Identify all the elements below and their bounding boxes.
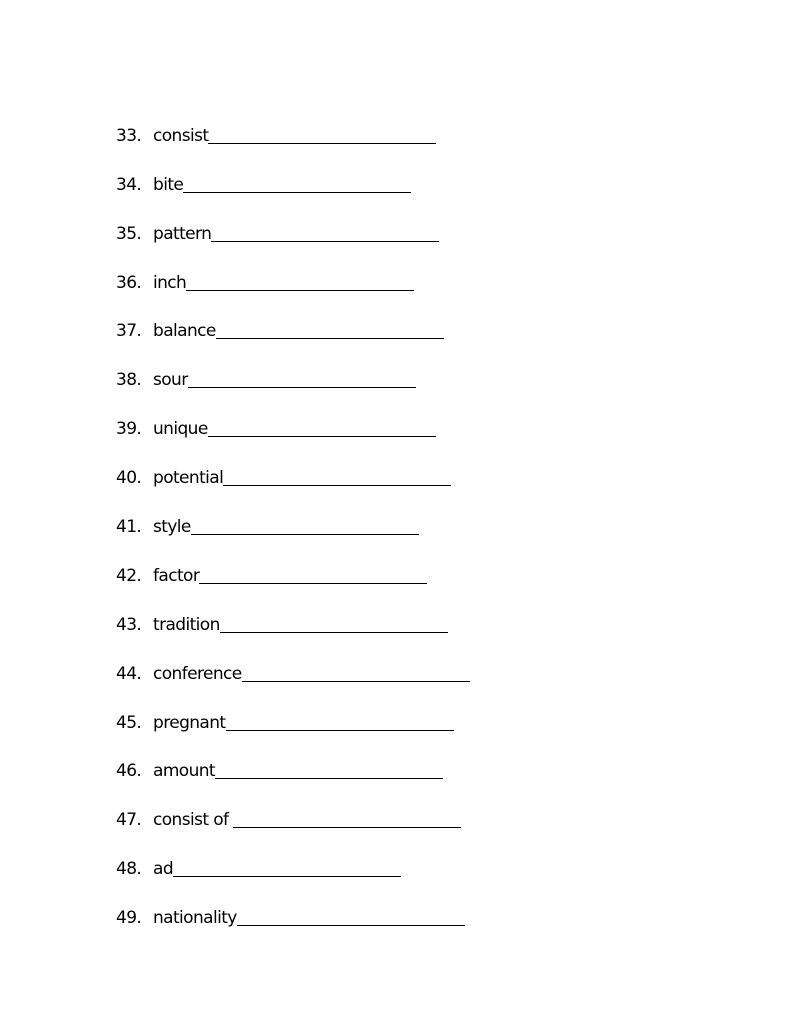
list-item — [116, 879, 470, 928]
answer-blank[interactable] — [215, 777, 443, 779]
list-item — [116, 830, 470, 879]
item-number: 34. — [116, 174, 142, 195]
item-word: style — [153, 517, 191, 538]
list-item — [116, 390, 470, 439]
item-number: 38. — [116, 370, 142, 391]
item-number: 36. — [116, 272, 142, 293]
item-number: 44. — [116, 663, 142, 684]
answer-blank[interactable] — [208, 435, 436, 437]
item-number: 33. — [116, 125, 142, 146]
item-word: unique — [153, 419, 208, 440]
item-word: conference — [153, 663, 242, 684]
answer-blank[interactable] — [226, 729, 454, 731]
item-word: consist of — [153, 810, 229, 831]
list-item — [116, 537, 470, 586]
item-word: nationality — [153, 908, 237, 929]
item-number: 41. — [116, 517, 142, 538]
item-number: 46. — [116, 761, 142, 782]
list-item — [116, 781, 470, 830]
item-word: inch — [153, 272, 187, 293]
item-number: 49. — [116, 908, 142, 929]
item-word: amount — [153, 761, 215, 782]
list-item — [116, 439, 470, 488]
item-word: tradition — [153, 614, 220, 635]
answer-blank[interactable] — [233, 826, 461, 828]
item-number: 39. — [116, 419, 142, 440]
item-number: 47. — [116, 810, 142, 831]
list-item — [116, 341, 470, 390]
answer-blank[interactable] — [183, 191, 411, 193]
item-number: 37. — [116, 321, 142, 342]
answer-blank[interactable] — [208, 142, 436, 144]
answer-blank[interactable] — [242, 680, 470, 682]
vocabulary-list — [116, 97, 470, 928]
item-word: ad — [153, 859, 174, 880]
list-item — [116, 733, 470, 782]
item-number: 35. — [116, 223, 142, 244]
item-word: pattern — [153, 223, 212, 244]
list-item — [116, 586, 470, 635]
list-item — [116, 195, 470, 244]
item-number: 40. — [116, 468, 142, 489]
list-item — [116, 684, 470, 733]
answer-blank[interactable] — [188, 386, 416, 388]
answer-blank[interactable] — [199, 582, 427, 584]
item-word: pregnant — [153, 712, 226, 733]
item-word: consist — [153, 125, 209, 146]
item-word: factor — [153, 565, 200, 586]
answer-blank[interactable] — [186, 289, 414, 291]
item-number: 43. — [116, 614, 142, 635]
list-item — [116, 293, 470, 342]
answer-blank[interactable] — [220, 631, 448, 633]
answer-blank[interactable] — [173, 875, 401, 877]
answer-blank[interactable] — [223, 484, 451, 486]
item-number: 42. — [116, 565, 142, 586]
answer-blank[interactable] — [216, 337, 444, 339]
list-item — [116, 488, 470, 537]
item-number: 48. — [116, 859, 142, 880]
item-word: potential — [153, 468, 224, 489]
list-item — [116, 146, 470, 195]
item-number: 45. — [116, 712, 142, 733]
list-item — [116, 244, 470, 293]
item-word: bite — [153, 174, 184, 195]
answer-blank[interactable] — [237, 924, 465, 926]
item-word: sour — [153, 370, 188, 391]
answer-blank[interactable] — [211, 240, 439, 242]
list-item — [116, 97, 470, 146]
list-item — [116, 635, 470, 684]
item-word: balance — [153, 321, 216, 342]
answer-blank[interactable] — [191, 533, 419, 535]
